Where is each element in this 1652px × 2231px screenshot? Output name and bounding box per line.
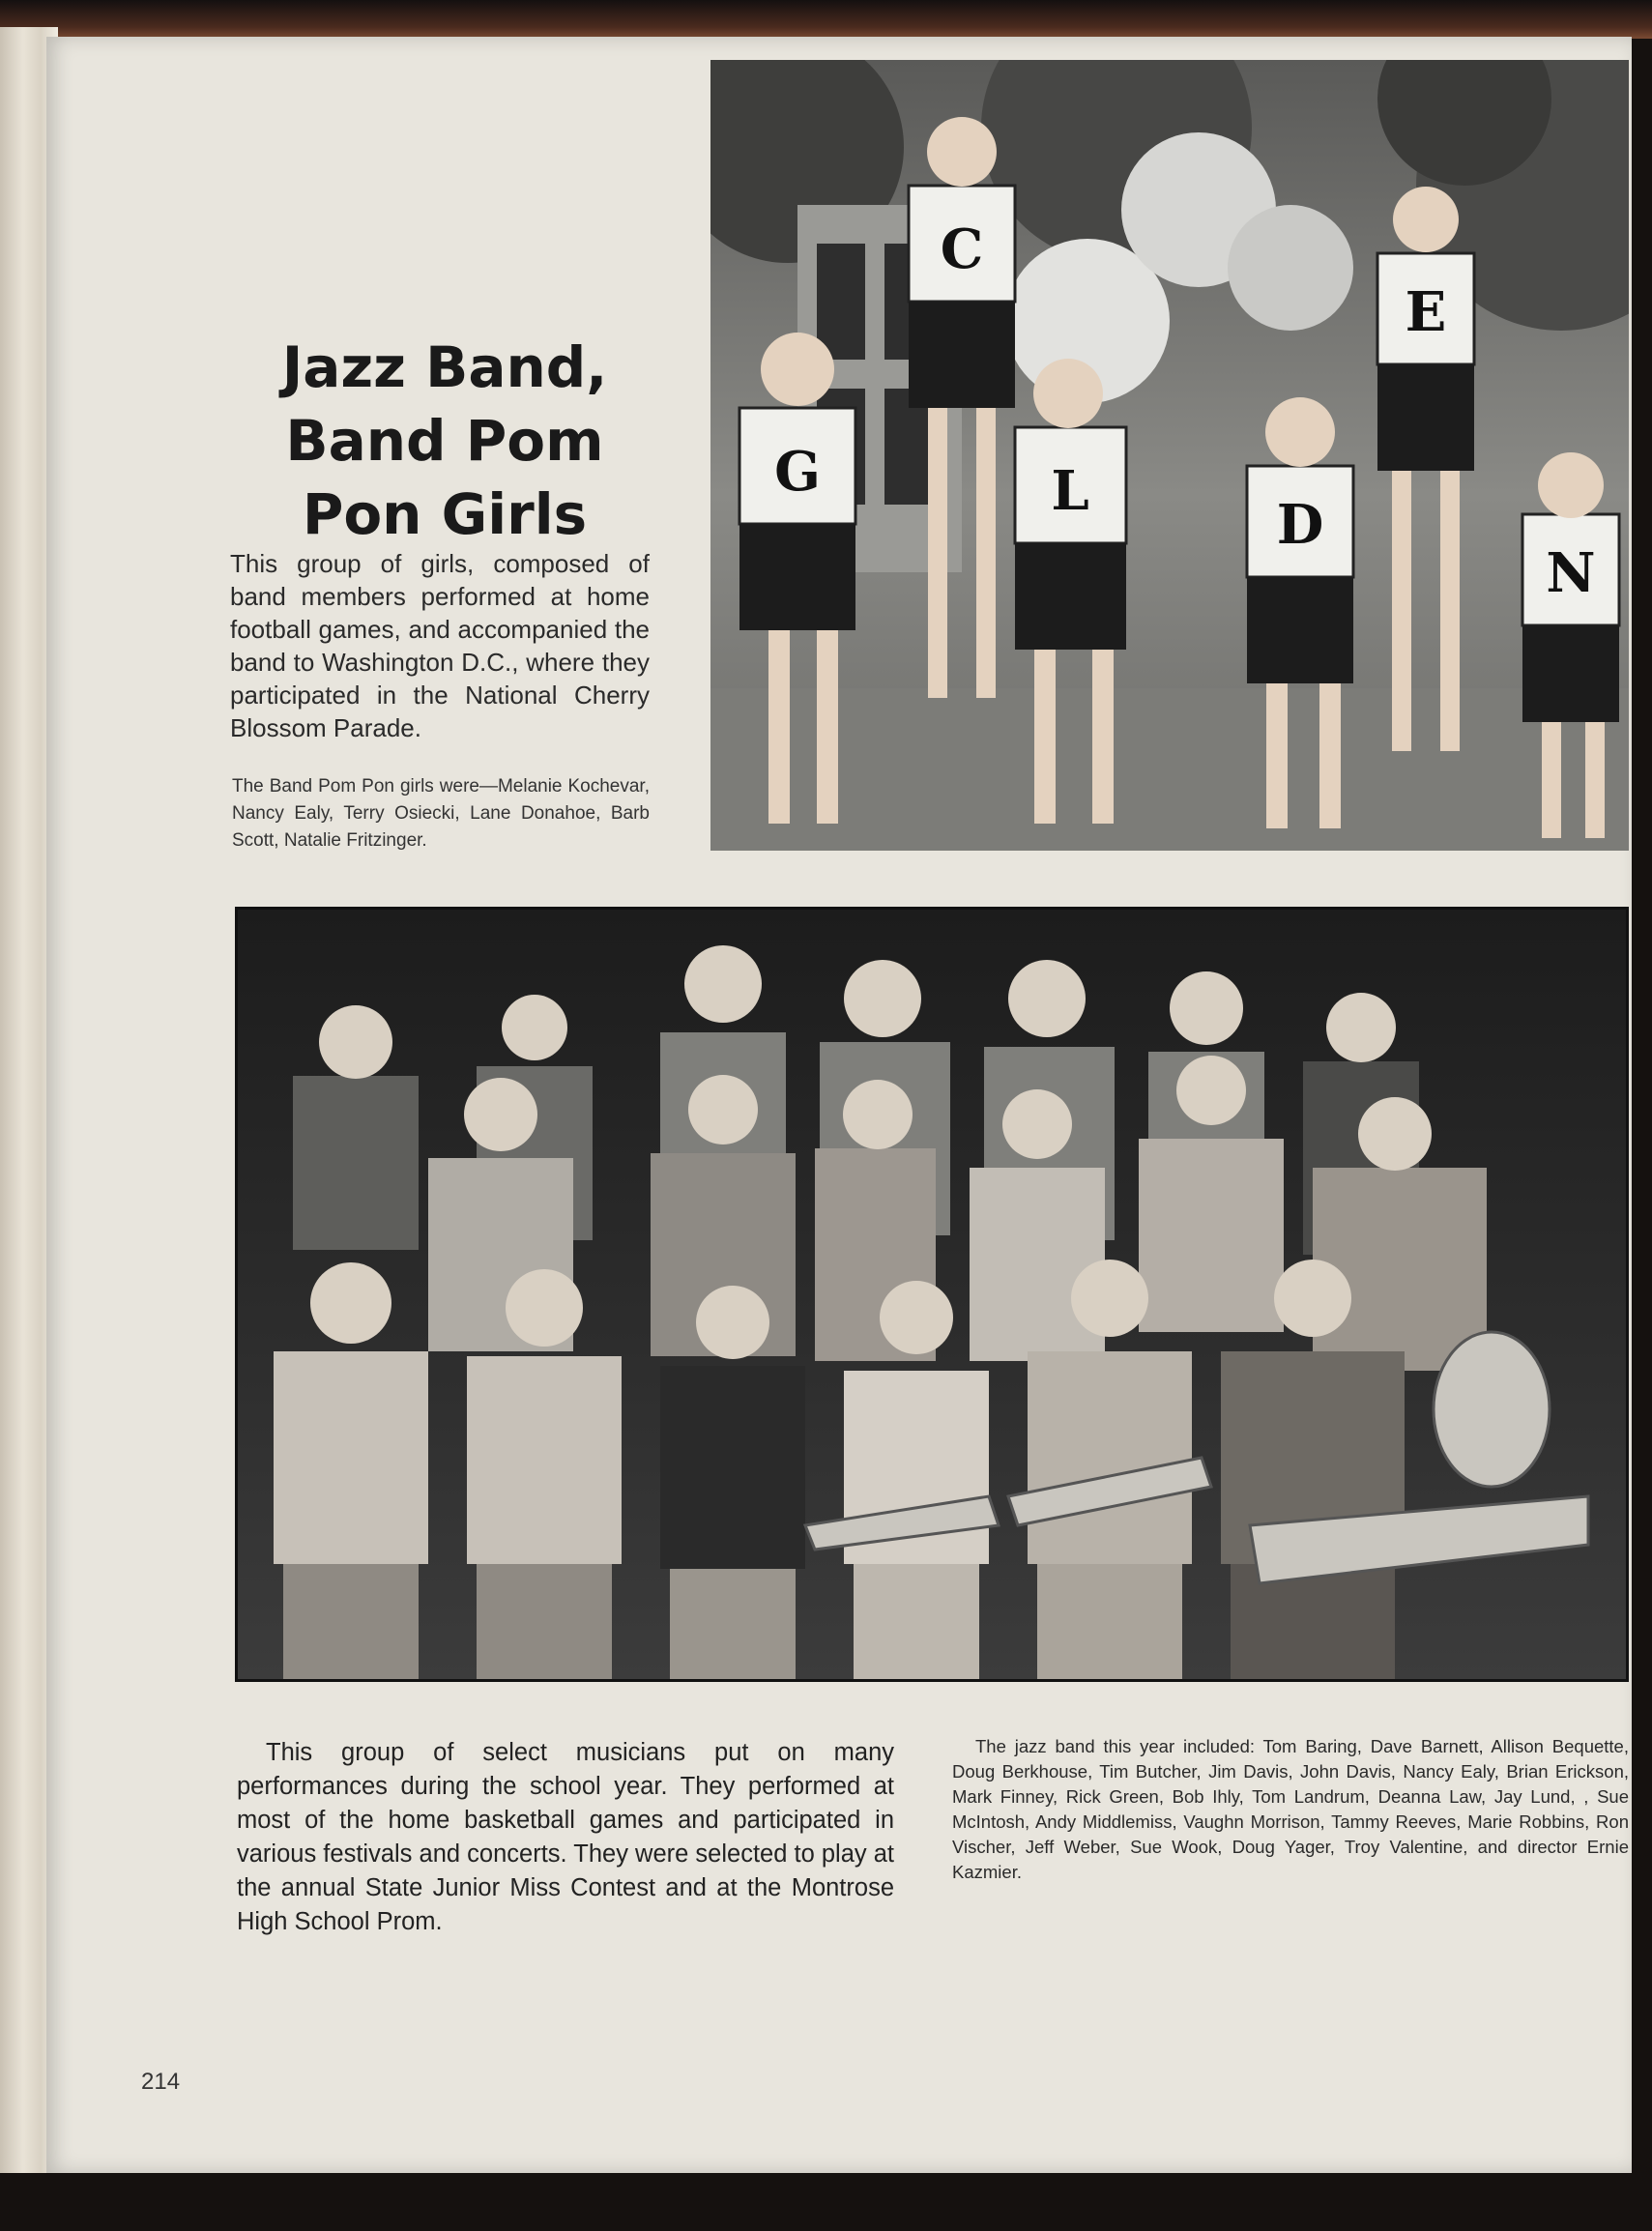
pompon-girls-photo bbox=[710, 60, 1629, 851]
sweater-letter-6: N bbox=[1546, 541, 1596, 605]
pompon-caption: The Band Pom Pon girls were—Melanie Kochevar, Nancy Ealy, Terry Osiecki, Lane Donahoe, Barb Scott, Natalie Fritzinger. bbox=[232, 776, 650, 851]
sweater-letter-4: D bbox=[1276, 493, 1324, 557]
page-title bbox=[242, 331, 648, 551]
jazz-band-description: This group of select musicians put on many performances during the school year. They performed at most of the home basketball games and participated in various festivals and concerts. They were selected to play at the annual State Junior Miss Contest and at the Montrose High School Prom. bbox=[237, 1739, 894, 1935]
sweater-letter-3: L bbox=[1051, 459, 1089, 523]
book-top-edge bbox=[0, 0, 1652, 39]
sweater-letter-5: E bbox=[1405, 280, 1447, 344]
title-line-2: Band Pom bbox=[285, 408, 604, 474]
intro-paragraph: This group of girls, composed of band members performed at home football games, and accompanied the band to Washington D.C., where they participated in the National Cherry Blossom Parade. bbox=[230, 549, 650, 742]
page-number: 214 bbox=[141, 2069, 181, 2095]
sweater-letter-1: G bbox=[774, 440, 821, 504]
title-line-1: Jazz Band, bbox=[281, 334, 608, 400]
title-line-3: Pon Girls bbox=[302, 481, 588, 547]
jazz-band-photo bbox=[235, 907, 1629, 1682]
sweater-letter-2: C bbox=[940, 217, 984, 281]
jazz-band-members-caption: The jazz band this year included: Tom Baring, Dave Barnett, Allison Bequette, Doug Berkhouse, Tim Butcher, Jim Davis, John Davis, Nancy Ealy, Brian Erickson, Mark Finney, Rick Green, Bob Ihly, Tom Landrum, Deanna Law, Jay Lund, , Sue McIntosh, Andy Middlemiss, Vaughn Morrison, Tammy Reeves, Marie Robbins, Ron Vischer, Jeff Weber, Sue Wook, Doug Yager, Troy Valentine, and director Ernie Kazmier. bbox=[952, 1736, 1629, 1882]
